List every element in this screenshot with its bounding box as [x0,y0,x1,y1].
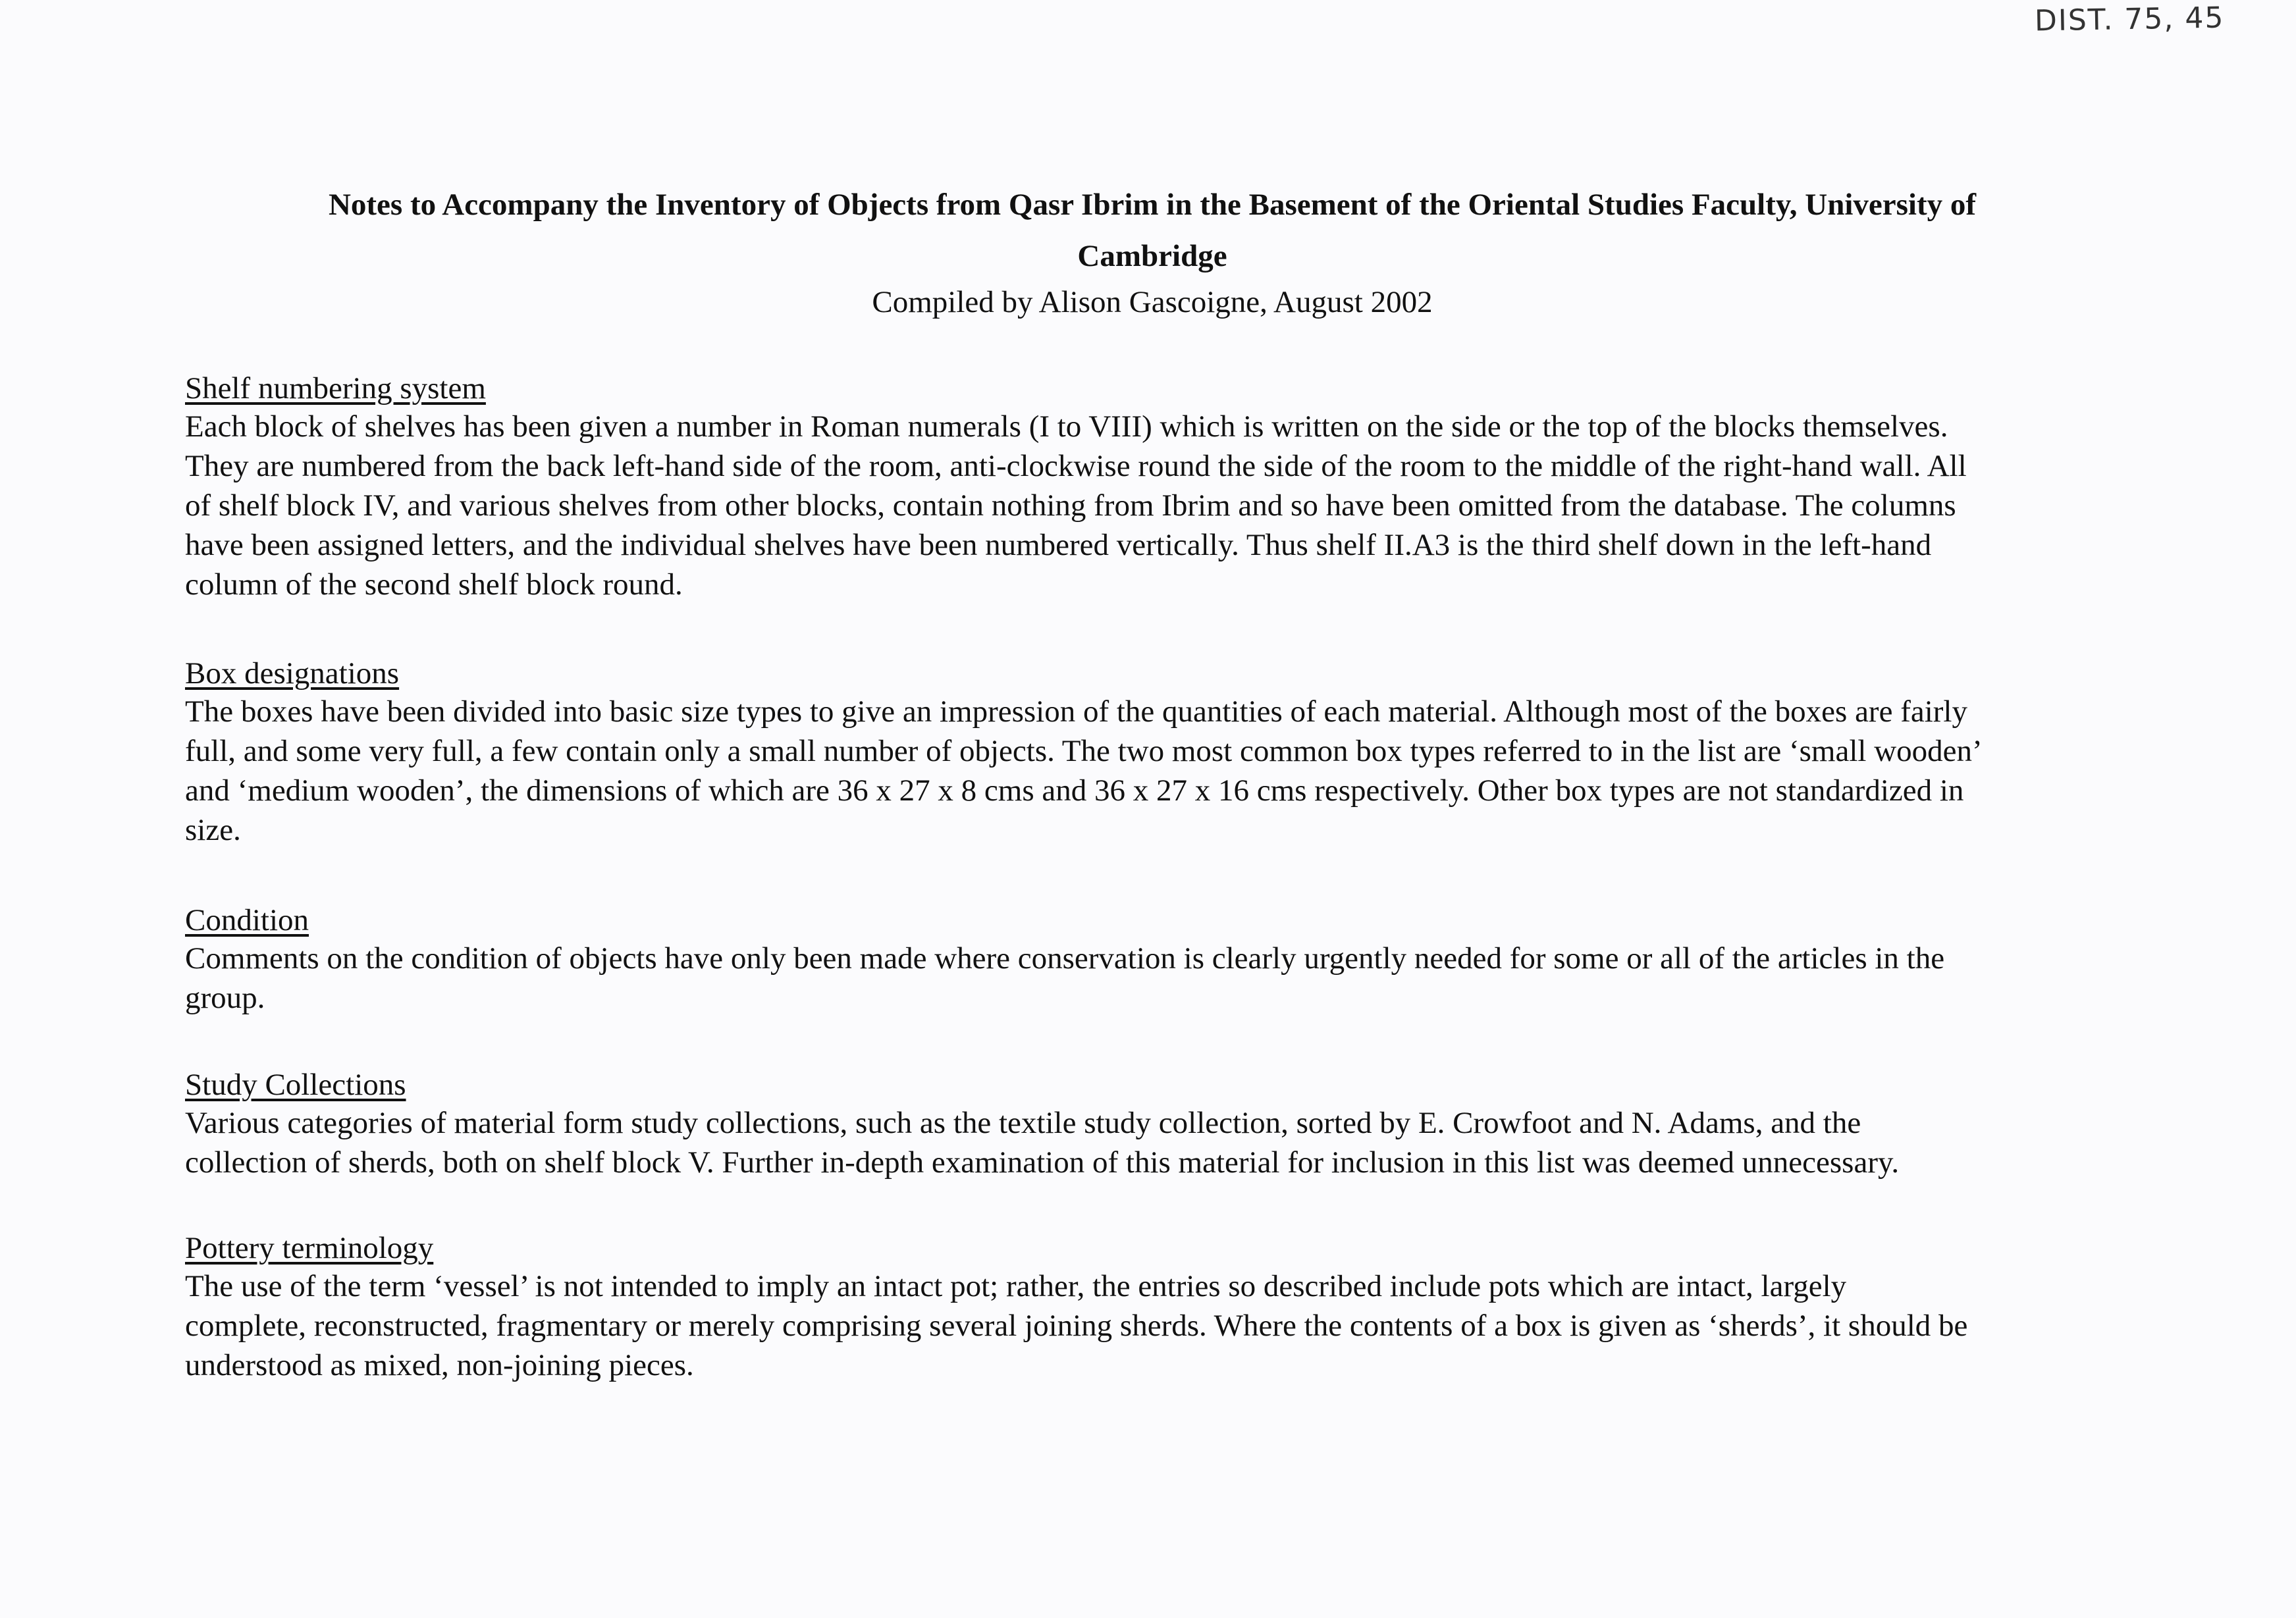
body-line: complete, reconstructed, fragmentary or merely comprising several joining sherds. Where the contents of a box is given as ‘sherds’, it should be [185,1309,1968,1343]
body-line: group. [185,981,265,1015]
body-line: column of the second shelf block round. [185,567,683,602]
body-line: They are numbered from the back left-hand side of the room, anti-clockwise round the side of the room to the middle of the right-hand wall. All [185,449,1967,483]
handwritten-annotation: DIST. 75, 45 [2034,1,2225,38]
section-heading: Study Collections [185,1068,406,1102]
body-line: and ‘medium wooden’, the dimensions of which are 36 x 27 x 8 cms and 36 x 27 x 16 cms respectively. Other box types are not standardized in [185,773,1964,808]
body-line: full, and some very full, a few contain only a small number of objects. The two most common box types referred to in the list are ‘small wooden’ [185,734,1983,768]
title-line-2: Cambridge [1077,239,1227,273]
body-line: The use of the term ‘vessel’ is not intended to imply an intact pot; rather, the entries so described include pots which are intact, largely [185,1269,1847,1303]
section-heading: Box designations [185,656,400,691]
title-line-1: Notes to Accompany the Inventory of Objects from Qasr Ibrim in the Basement of the Oriental Studies Faculty, University of [328,188,1977,222]
body-line: Comments on the condition of objects have only been made where conservation is clearly urgently needed for some or all of the articles in the [185,941,1945,976]
section-body [185,692,2160,850]
section-heading: Condition [185,903,309,937]
section-body [185,407,2160,604]
section-study-collections [185,1066,2160,1182]
body-line: Various categories of material form study collections, such as the textile study collection, sorted by E. Crowfoot and N. Adams, and the [185,1106,1861,1140]
section-body [185,1266,2160,1385]
section-heading: Shelf numbering system [185,371,486,405]
document-subtitle: Compiled by Alison Gascoigne, August 2002 [872,285,1433,319]
section-pottery-terminology [185,1230,2160,1385]
body-line: have been assigned letters, and the individual shelves have been numbered vertically. Thus shelf II.A3 is the third shelf down in the left-hand [185,528,1932,562]
section-shelf-numbering [185,370,2160,604]
body-line: understood as mixed, non-joining pieces. [185,1348,694,1382]
section-condition [185,902,2160,1018]
section-body [185,1103,2160,1182]
body-line: Each block of shelves has been given a number in Roman numerals (I to VIII) which is written on the side or the top of the blocks themselves. [185,409,1948,444]
body-line: size. [185,813,241,847]
section-box-designations [185,655,2160,850]
body-line: of shelf block IV, and various shelves from other blocks, contain nothing from Ibrim and so have been omitted from the database. The columns [185,488,1956,523]
section-body [185,939,2160,1018]
body-line: collection of sherds, both on shelf block V. Further in-depth examination of this material for inclusion in this list was deemed unnecessary. [185,1145,1900,1180]
document-title [198,179,2107,282]
body-line: The boxes have been divided into basic size types to give an impression of the quantities of each material. Although most of the boxes are fairly [185,694,1967,729]
section-heading: Pottery terminology [185,1231,434,1265]
